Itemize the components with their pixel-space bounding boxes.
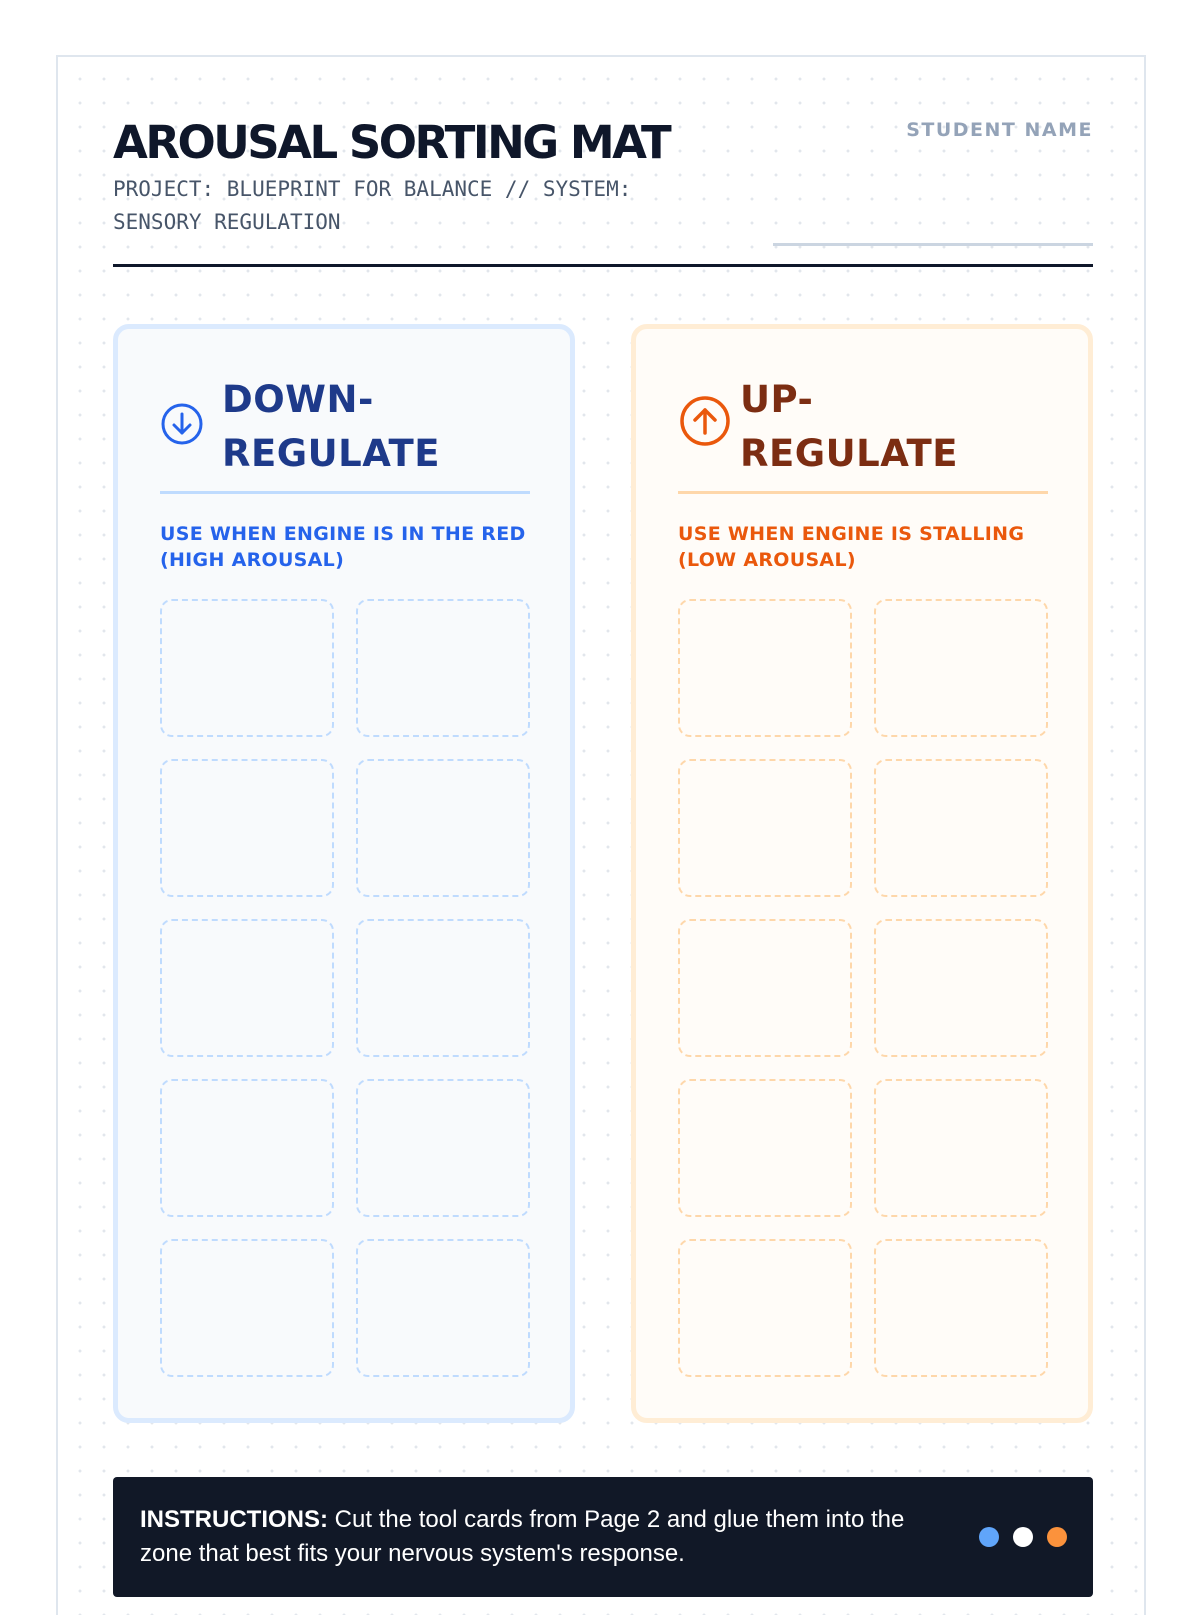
down-regulate-card-slots <box>160 599 530 1377</box>
card-slot[interactable] <box>356 759 530 897</box>
zone-title-line: UP- <box>740 378 814 421</box>
card-slot[interactable] <box>356 1079 530 1217</box>
card-slot[interactable] <box>678 759 852 897</box>
card-slot[interactable] <box>160 759 334 897</box>
header-divider <box>113 264 1093 267</box>
card-slot[interactable] <box>356 919 530 1057</box>
card-slot[interactable] <box>874 759 1048 897</box>
card-slot[interactable] <box>678 1239 852 1377</box>
blue-dot <box>979 1527 999 1547</box>
card-slot[interactable] <box>356 599 530 737</box>
zone-note-line: (LOW AROUSAL) <box>678 549 856 571</box>
card-slot[interactable] <box>874 1079 1048 1217</box>
card-slot[interactable] <box>874 599 1048 737</box>
white-dot <box>1013 1527 1033 1547</box>
worksheet-page <box>56 55 1146 1615</box>
up-regulate-card-slots <box>678 599 1048 1377</box>
zone-title-line: DOWN- <box>222 378 374 421</box>
card-slot[interactable] <box>678 919 852 1057</box>
zone-note-line: USE WHEN ENGINE IS STALLING <box>678 523 1025 545</box>
down-regulate-zone <box>113 324 575 1423</box>
zone-title-line: REGULATE <box>740 432 959 475</box>
card-slot[interactable] <box>874 919 1048 1057</box>
instructions-panel <box>113 1477 1093 1597</box>
instructions-body: Cut the tool cards from Page 2 and glue them into the zone that best fits your nervous system's response. <box>140 1506 905 1567</box>
down-regulate-title <box>222 373 542 481</box>
zone-divider <box>160 491 530 494</box>
down-regulate-note <box>160 521 540 573</box>
worksheet-header <box>113 115 1093 265</box>
card-slot[interactable] <box>356 1239 530 1377</box>
card-slot[interactable] <box>160 919 334 1057</box>
color-dots <box>979 1527 1067 1547</box>
card-slot[interactable] <box>160 1079 334 1217</box>
arrow-up-circle-icon <box>678 394 732 448</box>
card-slot[interactable] <box>678 1079 852 1217</box>
card-slot[interactable] <box>874 1239 1048 1377</box>
zone-note-line: (HIGH AROUSAL) <box>160 549 345 571</box>
up-regulate-title <box>740 373 1060 481</box>
card-slot[interactable] <box>160 1239 334 1377</box>
page-subtitle: PROJECT: BLUEPRINT FOR BALANCE // SYSTEM: SENSORY REGULATION <box>113 177 632 234</box>
zone-title-line: REGULATE <box>222 432 441 475</box>
card-slot[interactable] <box>678 599 852 737</box>
card-slot[interactable] <box>160 599 334 737</box>
instructions-label: INSTRUCTIONS: <box>140 1506 328 1533</box>
page-title: AROUSAL SORTING MAT <box>113 116 670 169</box>
zone-divider <box>678 491 1048 494</box>
instructions-text <box>140 1503 940 1571</box>
student-name-label: STUDENT NAME <box>906 119 1093 141</box>
up-regulate-zone <box>631 324 1093 1423</box>
arrow-down-circle-icon <box>160 402 204 446</box>
up-regulate-note <box>678 521 1058 573</box>
student-name-field[interactable] <box>773 243 1093 246</box>
zone-note-line: USE WHEN ENGINE IS IN THE RED <box>160 523 526 545</box>
orange-dot <box>1047 1527 1067 1547</box>
